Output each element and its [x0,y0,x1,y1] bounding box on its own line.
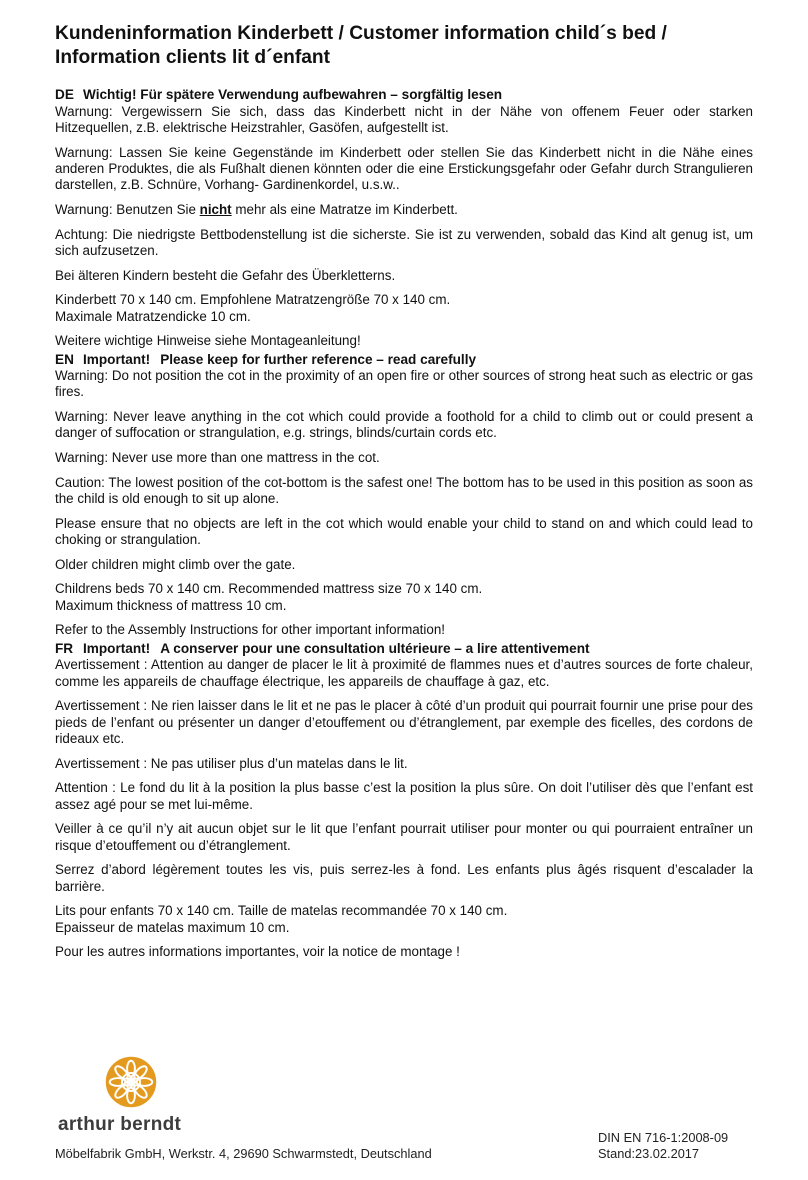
document-page [55,22,753,963]
de-warning-mattress: Warnung: Benutzen Sie nicht mehr als eine Matratze im Kinderbett. [55,201,458,217]
standard-info [598,1130,728,1162]
title-line-2: Information clients lit d´enfant [55,47,331,68]
section-de-heading: DE Wichtig! Für spätere Verwendung aufbewahren – sorgfältig lesen [55,87,503,102]
de-warning-fire: Warnung: Vergewissern Sie sich, dass das Kinderbett nicht in der Nähe von offenem Feuer oder starken Hitzequellen, z.B. elektrische Heizstrahler, Gasöfen, aufgestellt ist. [55,103,753,135]
en-warning-fire: Warning: Do not position the cot in the proximity of an open fire or other sources of strong heat such as electric or gas fires. [55,368,753,400]
de-further-info: Weitere wichtige Hinweise siehe Montageanleitung! [55,333,361,349]
section-de [55,87,753,350]
en-caution-position: Caution: The lowest position of the cot-bottom is the safest one! The bottom has to be used in this position as soon as the child is old enough to sit up alone. [55,474,753,506]
de-climb-warning: Bei älteren Kindern besteht die Gefahr des Überkletterns. [55,267,396,283]
en-objects-notice: Please ensure that no objects are left in the cot which would enable your child to stand on and which could lead to choking or strangulation. [55,515,753,547]
brand-name: arthur berndt [58,1114,182,1135]
de-caution-position: Achtung: Die niedrigste Bettbodenstellung ist die sicherste. Sie ist zu verwenden, sobald das Kind alt genug ist, um sich aufzusetzen. [55,226,753,258]
section-fr-heading: FR Important! A conserver pour une consultation ultérieure – a lire attentivement [55,640,590,656]
fr-warning-mattress: Avertissement : Ne pas utiliser plus d’un matelas dans le lit. [55,755,408,771]
fr-caution-position: Attention : Le fond du lit à la position la plus basse c’est la position la plus sûre. On doit l’utiliser dès que l’enfant est assez agé pour se met lui-même. [55,780,753,812]
din-standard: DIN EN 716-1:2008-09 [598,1130,729,1145]
en-further-info: Refer to the Assembly Instructions for other important information! [55,622,445,638]
document-date: Stand:23.02.2017 [598,1146,700,1161]
en-bed-size: Childrens beds 70 x 140 cm. Recommended mattress size 70 x 140 cm. Maximum thickness of mattress 10 cm. [55,581,483,613]
fr-objects-notice: Veiller à ce qu’il n’y ait aucun objet sur le lit que l’enfant pourrait utiliser pour monter ou qui pourraient entraîner un risque d’etouffement ou d’étranglement. [55,821,753,853]
title-line-1: Kundeninformation Kinderbett / Customer information child´s bed / [55,23,667,44]
fr-further-info: Pour les autres informations importantes, voir la notice de montage ! [55,944,460,960]
document-title [55,22,753,70]
fr-warning-objects: Avertissement : Ne rien laisser dans le lit et ne pas le placer à côté d’un produit qui pourrait fournir une prise pour des pieds de l’enfant ou présenter un danger d’etouffement ou d’étranglement, par exemple des ficelles, des cordons de rideaux etc. [55,698,753,746]
section-en [55,352,753,639]
en-warning-mattress: Warning: Never use more than one mattress in the cot. [55,450,380,465]
emphasis-nicht: nicht [199,201,232,217]
en-warning-objects: Warning: Never leave anything in the cot which could provide a foothold for a child to climb out or could present a danger of suffocation or strangulation, e.g. strings, blinds/curtain cords etc. [55,409,753,441]
section-fr [55,641,753,961]
fr-warning-fire: Avertissement : Attention au danger de placer le lit à proximité de flammes nues et d’autres sources de forte chaleur, comme les appareils de chauffage électrique, les appareils de chauffage à gaz, etc. [55,657,753,689]
company-address: Möbelfabrik GmbH, Werkstr. 4, 29690 Schwarmstedt, Deutschland [55,1146,432,1161]
de-warning-objects: Warnung: Lassen Sie keine Gegenstände im Kinderbett oder stellen Sie das Kinderbett nicht in die Nähe eines anderen Produktes, die als Fußhalt dienen könnten oder die eine Erstickungsgefahr oder Gefahr durch Strangulieren darstellen, z.B. Schnüre, Vorhang- Gardinenkordel, u.s.w.. [55,144,753,193]
en-climb-warning: Older children might climb over the gate. [55,556,296,572]
section-en-heading: EN Important! Please keep for further reference – read carefully [55,351,477,367]
fr-screws-climb: Serrez d’abord légèrement toutes les vis, puis serrez-les à fond. Les enfants plus âgés risquent d’escalader la barrière. [55,862,753,894]
de-bed-size: Kinderbett 70 x 140 cm. Empfohlene Matratzengröße 70 x 140 cm. Maximale Matratzendicke 10 cm. [55,292,451,324]
fr-bed-size: Lits pour enfants 70 x 140 cm. Taille de matelas recommandée 70 x 140 cm. Epaisseur de matelas maximum 10 cm. [55,903,508,935]
sun-flower-logo-icon [103,1054,159,1110]
